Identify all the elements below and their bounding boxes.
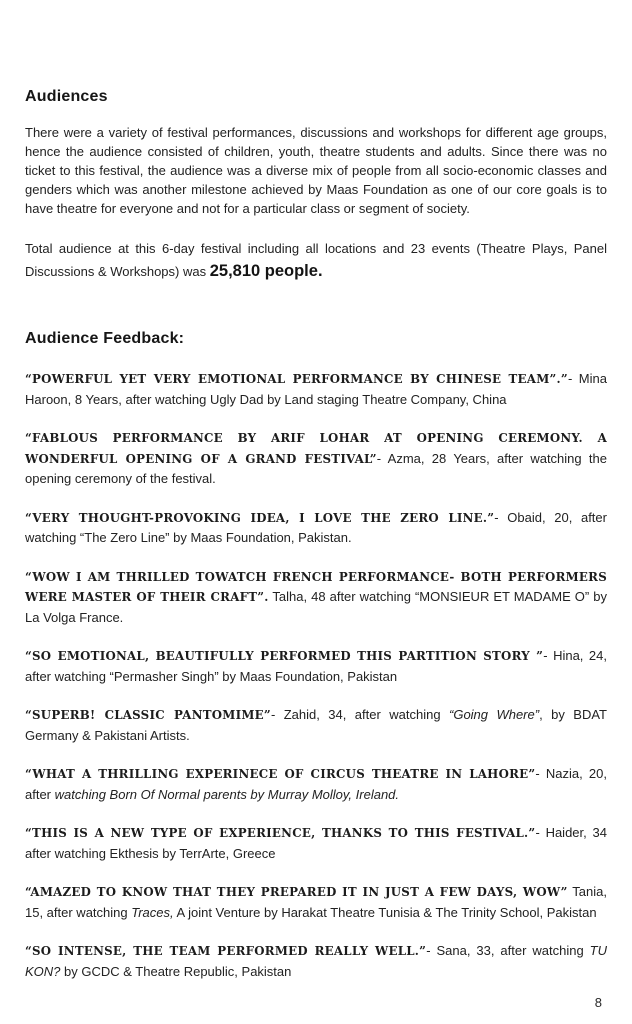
feedback-quote [25,567,607,628]
quote-segment-caps: “VERY THOUGHT-PROVOKING IDEA, I LOVE THE ZERO LINE.” [25,510,495,525]
feedback-quotes-list [25,369,607,981]
feedback-quote [25,646,607,686]
feedback-heading: Audience Feedback: [25,330,185,347]
audiences-heading: Audiences [25,88,108,105]
quote-segment-regular: A joint Venture by Harakat Theatre Tunisia & The Trinity School, Pakistan [173,904,597,920]
quote-segment-italic: “Going Where” [449,707,540,722]
quote-segment-regular: - Haider, 34 after watching Ekthesis by TerrArte, Greece [25,825,607,861]
quote-segment-regular: by GCDC & Theatre Republic, Pakistan [60,963,292,979]
quote-segment-regular: - Azma, 28 Years, after watching the opening ceremony of the festival. [25,450,608,486]
document-page-content [25,88,607,981]
quote-segment-regular: - Obaid, 20, after watching “The Zero Line” by Maas Foundation, Pakistan. [25,509,607,545]
audiences-intro-paragraph: There were a variety of festival performances, discussions and workshops for different age groups, hence the audience consisted of children, youth, theatre students and adults. Since there was no ticket to this festival, the audience was a diverse mix of people from all socio-economic classes and genders which was another milestone achieved by Maas Foundation as one of our core goals is to have theatre for everyone and not for a particular class or segment of society. [25,125,607,216]
quote-segment-regular: - Zahid, 34, after watching [270,707,449,722]
quote-segment-caps: “WHAT A THRILLING EXPERINECE OF CIRCUS THEATRE IN LAHORE” [25,767,536,781]
quote-segment-caps: “THIS IS A NEW TYPE OF EXPERIENCE, THANKS TO THIS FESTIVAL.” [25,826,536,840]
quote-segment-caps: “POWERFUL YET VERY EMOTIONAL PERFORMANCE BY CHINESE TEAM”.” [25,372,568,386]
quote-segment-regular: - Hina, 24, after watching “Permasher Singh” by Maas Foundation, Pakistan [25,648,608,684]
quote-segment-regular: , by BDAT Germany & Pakistani Artists. [25,707,607,743]
quote-segment-caps: “SO INTENSE, THE TEAM PERFORMED REALLY WELL.” [25,944,427,958]
page-number: 8 [594,995,602,1010]
quote-segment-italic: watching Born Of Normal parents by Murray Molloy, Ireland. [54,786,400,802]
feedback-quote [25,508,607,548]
feedback-quote [25,823,607,863]
total-audience-paragraph [25,237,607,283]
feedback-quote [25,705,607,745]
quote-segment-caps: “SO EMOTIONAL, BEAUTIFULLY PERFORMED THIS PARTITION STORY ” [25,649,544,663]
quote-segment-italic: Traces, [131,904,174,920]
feedback-quote [25,369,607,409]
quote-segment-caps: “AMAZED TO KNOW THAT THEY PREPARED IT IN JUST A FEW DAYS, WOW” [25,885,568,899]
feedback-quote [25,882,607,922]
total-audience-count: 25,810 people. [209,262,323,280]
quote-segment-caps: “WOW I AM THRILLED TOWATCH FRENCH PERFORMANCE- BOTH PERFORMERS WERE MASTER OF THEIR CRAFT”. [25,569,607,604]
quote-segment-caps: “SUPERB! CLASSIC PANTOMIME” [25,708,271,722]
quote-segment-caps: “FABLOUS PERFORMANCE BY ARIF LOHAR AT OPENING CEREMONY. A WONDERFUL OPENING OF A GRAND FESTIVAL” [25,431,607,466]
quote-segment-regular: Tania, 15, after watching [25,884,607,920]
quote-segment-regular: Talha, 48 after watching “MONSIEUR ET MADAME O” by La Volga France. [25,589,607,625]
feedback-quote [25,941,607,981]
quote-segment-regular: - Sana, 33, after watching [426,943,590,958]
total-audience-text: Total audience at this 6-day festival including all locations and 23 events (Theatre Plays, Panel Discussions & Workshops) was [25,241,607,279]
quote-segment-italic: TU KON? [25,943,607,979]
feedback-quote [25,764,607,804]
feedback-quote [25,428,607,489]
quote-segment-regular: - Nazia, 20, after [25,766,607,802]
quote-segment-regular: - Mina Haroon, 8 Years, after watching Ugly Dad by Land staging Theatre Company, China [25,371,607,407]
